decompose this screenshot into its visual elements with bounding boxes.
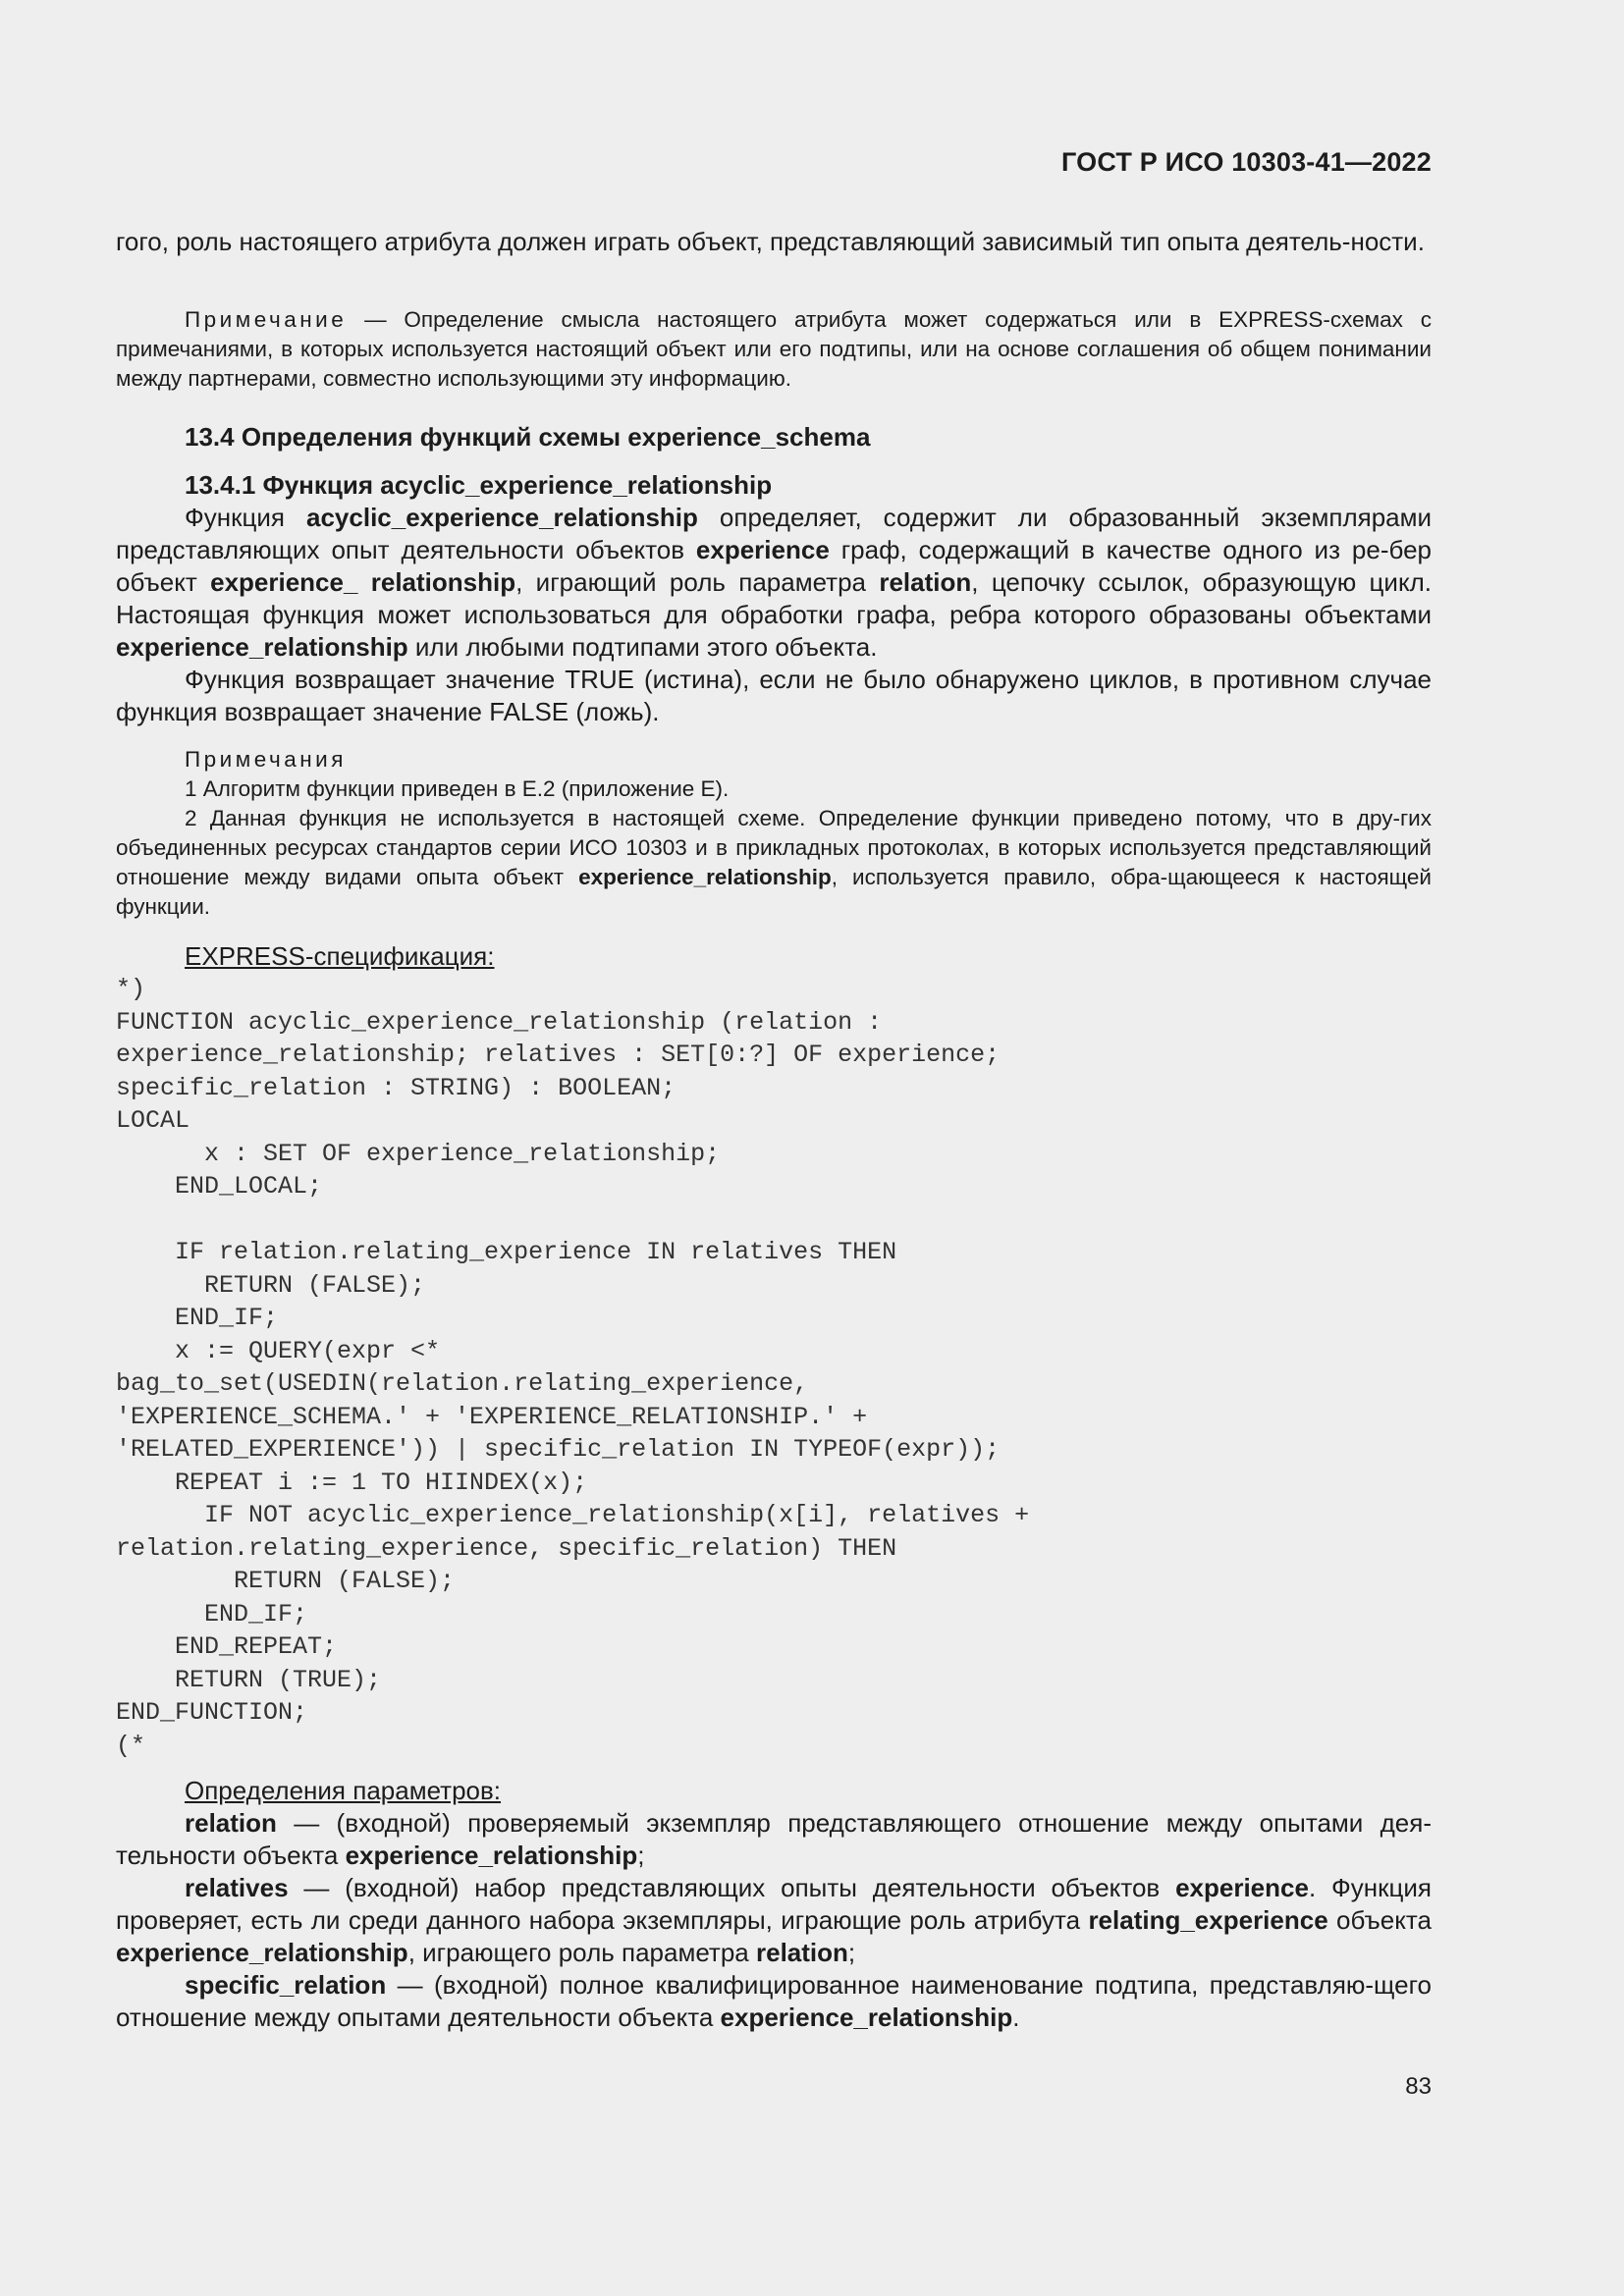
text-run: , играющий роль параметра <box>515 567 880 597</box>
text-run: определяет, содержит ли образованный экземплярами представляющих опыт деятельности объектов <box>116 503 1433 564</box>
note-block <box>116 305 1432 394</box>
text-run: — (входной) проверяемый экземпляр представляющего отношение между опытами дея-тельности объекта <box>116 1808 1432 1870</box>
note-text: — Определение смысла настоящего атрибута может содержаться или в EXPRESS-схемах с примечаниями, в которых используется настоящий объект или его подтипы, или на основе соглашения об общем понимании между партнерами, совместно использующими эту информацию. <box>116 307 1432 391</box>
param-relation <box>116 1807 1432 1872</box>
subsection-heading: 13.4.1 Функция acyclic_experience_relationship <box>185 470 773 500</box>
text-run: ; <box>847 1938 856 1967</box>
term-bold: relation <box>756 1938 848 1967</box>
text-run: ; <box>637 1841 645 1870</box>
term-bold: relating_experience <box>1088 1905 1328 1935</box>
text-run: , используется правило, обра-щающееся к настоящей функции. <box>116 865 1432 919</box>
term-bold: experience <box>695 535 830 564</box>
note-paragraph <box>116 305 1432 394</box>
note-item-2 <box>116 804 1432 922</box>
notes-label: Примечания <box>185 747 347 772</box>
document-number: ГОСТ Р ИСО 10303-41—2022 <box>1061 147 1432 177</box>
term-bold: experience <box>1175 1873 1309 1902</box>
express-label: EXPRESS-спецификация: <box>185 941 495 971</box>
term-bold: experience_relationship <box>116 632 408 662</box>
term-bold: specific_relation <box>185 1970 387 2000</box>
text-run: — (входной) набор представляющих опыты деятельности объектов <box>288 1873 1176 1902</box>
text-run: , играющего роль параметра <box>407 1938 756 1967</box>
params-label: Определения параметров: <box>185 1776 502 1805</box>
param-specific-relation <box>116 1969 1432 2034</box>
param-relatives <box>116 1872 1432 1969</box>
notes-block <box>116 745 1432 922</box>
text-run: Функция <box>185 503 307 532</box>
description-paragraph <box>116 502 1432 664</box>
text-run: граф, содержащий в качестве одного из ре-бер объект <box>116 535 1432 597</box>
section-heading: 13.4 Определения функций схемы experience_schema <box>185 422 871 452</box>
term-bold: experience_relationship <box>720 2002 1013 2032</box>
text-run: — (входной) полное квалифицированное наименование подтипа, представляю-щего отношение между опытами деятельности объекта <box>116 1970 1432 2032</box>
term-bold: experience_relationship <box>345 1841 638 1870</box>
express-block <box>116 940 1432 1762</box>
note-label: Примечание <box>185 307 348 332</box>
term-bold: experience_ relationship <box>210 567 516 597</box>
term-bold: experience_relationship <box>116 1938 408 1967</box>
page-number: 83 <box>1405 2073 1432 2100</box>
term-bold: experience_relationship <box>578 865 832 889</box>
subsection-block <box>116 469 1432 728</box>
intro-paragraph: гого, роль настоящего атрибута должен играть объект, представляющий зависимый тип опыта деятель-ности. <box>116 227 1425 256</box>
section-heading-block <box>116 421 1432 454</box>
text-run: , цепочку ссылок, образующую цикл. Настоящая функция может использоваться для обработки графа, ребра которого образованы объектами <box>116 567 1433 629</box>
express-code: *) FUNCTION acyclic_experience_relationship (relation : experience_relationship; relatives : SET[0:?] OF experience; specific_relation : STRING) : BOOLEAN; LOCAL x : SET OF experience_relationship; END_LOCAL; IF relation.relating_experience IN relatives THEN RETURN (FALSE); END_IF; x := QUERY(expr <* bag_to_set(USEDIN(relation.relating_experience, 'EXPERIENCE_SCHEMA.' + 'EXPERIENCE_RELATIONSHIP.' + 'RELATED_EXPERIENCE')) | specific_relation IN TYPEOF(expr)); REPEAT i := 1 TO HIINDEX(x); IF NOT acyclic_experience_relationship(x[i], relatives + relation.relating_experience, specific_relation) THEN RETURN (FALSE); END_IF; END_REPEAT; RETURN (TRUE); END_FUNCTION; (* <box>116 975 1030 1760</box>
text-run: . Функция проверяет, есть ли среди данного набора экземпляры, играющие роль атрибута <box>116 1873 1432 1935</box>
term-bold: relatives <box>185 1873 289 1902</box>
note-item-1: 1 Алгоритм функции приведен в Е.2 (приложение Е). <box>185 776 730 801</box>
term-bold: relation <box>879 567 972 597</box>
term-bold: relation <box>185 1808 277 1838</box>
term-bold: acyclic_experience_relationship <box>306 503 698 532</box>
params-block <box>116 1775 1432 2034</box>
text-run: . <box>1012 2002 1020 2032</box>
text-run: или любыми подтипами этого объекта. <box>407 632 878 662</box>
text-run: 2 Данная функция не используется в настоящей схеме. Определение функции приведено потому, что в дру-гих объединенных ресурсах стандартов серии ИСО 10303 и в прикладных протоколах, в которых используется представляющий отношение между видами опыта объект <box>116 806 1432 889</box>
intro-block <box>116 226 1432 258</box>
text-run: объекта <box>1327 1905 1432 1935</box>
return-value-paragraph: Функция возвращает значение TRUE (истина), если не было обнаружено циклов, в противном случае функция возвращает значение FALSE (ложь). <box>116 665 1432 726</box>
